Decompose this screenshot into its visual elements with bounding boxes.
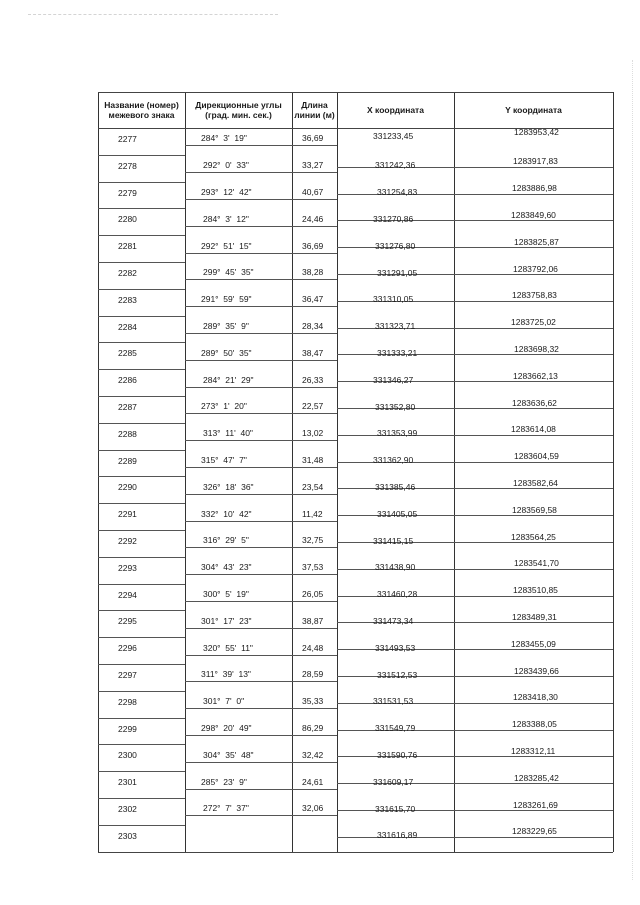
segment-row-border (185, 681, 337, 682)
segment-row-border (185, 226, 337, 227)
segment-angle: 285° 23' 9" (201, 776, 247, 787)
segment-angle: 313° 11' 40" (203, 428, 253, 439)
header-y: Y координата (505, 105, 562, 115)
point-x: 331385,46 (375, 482, 416, 493)
point-y: 1283439,66 (514, 665, 559, 676)
point-x: 331615,70 (375, 803, 416, 814)
point-y: 1283758,83 (512, 290, 557, 301)
name-row-border (98, 450, 185, 451)
point-x: 331549,79 (375, 723, 416, 734)
segment-row-border (185, 815, 337, 816)
name-row-border (98, 718, 185, 719)
segment-row-border (185, 762, 337, 763)
segment-row-border (185, 306, 337, 307)
name-row-border (98, 423, 185, 424)
row-border (98, 92, 613, 93)
point-x: 331362,90 (373, 455, 414, 466)
point-name: 2295 (118, 616, 137, 627)
segment-length: 32,06 (302, 803, 324, 814)
segment-length: 40,67 (302, 187, 324, 198)
point-name: 2278 (118, 160, 137, 171)
header-name: Название (номер) межевого знака (104, 100, 179, 120)
column-border (613, 92, 614, 852)
point-x: 331590,76 (377, 750, 418, 761)
segment-angle: 272° 7' 37" (203, 803, 249, 814)
point-name: 2286 (118, 375, 137, 386)
segment-row-border (185, 387, 337, 388)
point-name: 2289 (118, 455, 137, 466)
point-x: 331233,45 (373, 131, 414, 141)
point-name: 2298 (118, 696, 137, 707)
name-row-border (98, 235, 185, 236)
segment-angle: 273° 1' 20" (201, 401, 247, 412)
segment-angle: 304° 35' 48" (203, 749, 254, 760)
name-row-border (98, 155, 185, 156)
segment-length: 36,69 (302, 240, 324, 251)
segment-length: 38,87 (302, 615, 324, 626)
point-y: 1283849,60 (511, 210, 556, 221)
segment-length: 26,33 (302, 374, 324, 385)
name-row-border (98, 316, 185, 317)
segment-angle: 326° 18' 36" (203, 481, 254, 492)
name-row-border (98, 744, 185, 745)
segment-length: 22,57 (302, 401, 324, 412)
name-row-border (98, 825, 185, 826)
segment-angle: 332° 10' 42" (201, 508, 252, 519)
segment-length: 23,54 (302, 481, 324, 492)
name-row-border (98, 610, 185, 611)
segment-length: 24,48 (302, 642, 324, 653)
point-x: 331473,34 (373, 616, 414, 627)
name-row-border (98, 396, 185, 397)
point-name: 2290 (118, 482, 137, 493)
segment-length: 38,28 (302, 267, 324, 278)
name-row-border (98, 503, 185, 504)
segment-length: 33,27 (302, 160, 324, 171)
segment-angle: 284° 3' 12" (203, 213, 249, 224)
name-row-border (98, 342, 185, 343)
point-y: 1283418,30 (513, 692, 558, 703)
segment-length: 26,05 (302, 589, 324, 600)
segment-row-border (185, 789, 337, 790)
point-y: 1283825,87 (514, 236, 559, 247)
point-y: 1283614,08 (511, 424, 556, 435)
segment-angle: 293° 12' 42" (201, 187, 252, 198)
segment-row-border (185, 279, 337, 280)
point-name: 2299 (118, 723, 137, 734)
point-name: 2291 (118, 509, 137, 520)
name-row-border (98, 798, 185, 799)
segment-angle: 316° 29' 5" (203, 535, 249, 546)
point-x: 331493,53 (375, 642, 416, 653)
header-length: Длина линии (м) (294, 100, 335, 120)
segment-length: 28,34 (302, 321, 324, 332)
point-x: 331460,28 (377, 589, 418, 600)
row-border (98, 852, 613, 853)
segment-length: 38,47 (302, 347, 324, 358)
segment-row-border (185, 145, 337, 146)
point-name: 2293 (118, 562, 137, 573)
segment-row-border (185, 199, 337, 200)
point-y: 1283455,09 (511, 638, 556, 649)
scan-artifact-right (632, 60, 634, 880)
segment-angle: 301° 17' 23" (201, 615, 252, 626)
segment-length: 13,02 (302, 428, 324, 439)
segment-length: 24,61 (302, 776, 324, 787)
name-row-border (98, 664, 185, 665)
name-row-border (98, 182, 185, 183)
segment-angle: 315° 47' 7" (201, 455, 247, 466)
point-y: 1283792,06 (513, 263, 558, 274)
point-y: 1283564,25 (511, 531, 556, 542)
point-name: 2283 (118, 294, 137, 305)
point-name: 2300 (118, 750, 137, 761)
point-y: 1283917,83 (513, 156, 558, 167)
point-y: 1283698,32 (514, 344, 559, 355)
header-angle: Дирекционные углы (град. мин. сек.) (195, 100, 282, 120)
point-x: 331512,53 (377, 669, 418, 680)
point-y: 1283285,42 (514, 772, 559, 783)
name-row-border (98, 637, 185, 638)
name-row-border (98, 557, 185, 558)
point-x: 331609,17 (373, 776, 414, 787)
segment-angle: 311° 39' 13" (201, 669, 251, 680)
segment-row-border (185, 735, 337, 736)
name-row-border (98, 584, 185, 585)
segment-angle: 292° 0' 33" (203, 160, 249, 171)
segment-length: 36,69 (302, 133, 324, 144)
segment-angle: 300° 5' 19" (203, 589, 249, 600)
segment-row-border (185, 440, 337, 441)
name-row-border (98, 208, 185, 209)
segment-angle: 284° 21' 29" (203, 374, 254, 385)
point-y: 1283261,69 (513, 799, 558, 810)
segment-row-border (185, 655, 337, 656)
segment-length: 31,48 (302, 455, 324, 466)
point-name: 2284 (118, 321, 137, 332)
point-x: 331323,71 (375, 321, 416, 332)
segment-angle: 298° 20' 49" (201, 723, 252, 734)
point-x: 331276,80 (375, 240, 416, 251)
point-y: 1283569,58 (512, 504, 557, 515)
point-x: 331254,83 (377, 187, 418, 198)
point-y: 1283312,11 (511, 746, 556, 757)
segment-length: 35,33 (302, 696, 324, 707)
scan-artifact-top (28, 14, 278, 21)
point-x: 331333,21 (377, 348, 418, 359)
name-row-border (98, 691, 185, 692)
point-y: 1283229,65 (512, 826, 557, 837)
point-y: 1283604,59 (514, 451, 559, 462)
name-row-border (98, 369, 185, 370)
segment-row-border (185, 547, 337, 548)
point-y: 1283510,85 (513, 585, 558, 596)
segment-angle: 291° 59' 59" (201, 294, 252, 305)
point-y: 1283388,05 (512, 719, 557, 730)
segment-row-border (185, 601, 337, 602)
point-x: 331270,86 (373, 214, 414, 225)
header-x: X координата (367, 105, 424, 115)
point-name: 2285 (118, 348, 137, 359)
segment-angle: 320° 55' 11" (203, 642, 253, 653)
point-name: 2281 (118, 241, 137, 252)
segment-row-border (185, 574, 337, 575)
point-y: 1283636,62 (512, 397, 557, 408)
point-name: 2279 (118, 187, 137, 198)
segment-row-border (185, 172, 337, 173)
segment-row-border (185, 521, 337, 522)
segment-angle: 292° 51' 15" (201, 240, 252, 251)
point-y: 1283886,98 (512, 183, 557, 194)
segment-length: 32,42 (302, 749, 324, 760)
point-y: 1283662,13 (513, 370, 558, 381)
point-name: 2292 (118, 536, 137, 546)
point-name: 2301 (118, 777, 137, 788)
name-row-border (98, 262, 185, 263)
segment-length: 86,29 (302, 723, 324, 734)
segment-row-border (185, 253, 337, 254)
segment-length: 24,46 (302, 213, 324, 224)
point-name: 2297 (118, 670, 137, 680)
point-name: 2287 (118, 402, 137, 412)
segment-length: 37,53 (302, 562, 324, 573)
segment-angle: 289° 35' 9" (203, 321, 249, 332)
name-row-border (98, 476, 185, 477)
segment-angle: 289° 50' 35" (201, 347, 252, 358)
point-x: 331438,90 (375, 562, 416, 573)
point-name: 2288 (118, 428, 137, 439)
segment-row-border (185, 708, 337, 709)
point-x: 331405,05 (377, 508, 418, 519)
segment-length: 11,42 (302, 508, 323, 519)
point-x: 331242,36 (375, 160, 416, 171)
segment-row-border (185, 413, 337, 414)
point-x: 331291,05 (377, 267, 418, 278)
point-x: 331616,89 (377, 830, 418, 841)
segment-length: 28,59 (302, 669, 324, 680)
segment-angle: 301° 7' 0" (203, 696, 245, 707)
segment-row-border (185, 333, 337, 334)
point-name: 2302 (118, 804, 137, 814)
point-name: 2280 (118, 214, 137, 225)
point-x: 331346,27 (373, 374, 414, 385)
segment-row-border (185, 494, 337, 495)
column-border (454, 92, 455, 852)
segment-angle: 299° 45' 35" (203, 267, 254, 278)
point-name: 2277 (118, 134, 137, 144)
point-y: 1283725,02 (511, 317, 556, 328)
segment-row-border (185, 467, 337, 468)
point-name: 2282 (118, 268, 137, 278)
point-name: 2296 (118, 643, 137, 654)
column-border (292, 92, 293, 852)
boundary-coordinates-table (98, 92, 613, 852)
point-x: 331415,15 (373, 535, 414, 546)
name-row-border (98, 771, 185, 772)
name-row-border (98, 289, 185, 290)
point-y: 1283541,70 (514, 558, 559, 569)
point-y: 1283489,31 (512, 612, 557, 623)
segment-row-border (185, 628, 337, 629)
segment-length: 32,75 (302, 535, 324, 546)
point-name: 2303 (118, 830, 137, 841)
segment-length: 36,47 (302, 294, 324, 305)
column-border (185, 92, 186, 852)
point-x: 331352,80 (375, 401, 416, 412)
segment-row-border (185, 360, 337, 361)
point-y: 1283953,42 (514, 127, 559, 137)
point-name: 2294 (118, 589, 137, 600)
segment-angle: 304° 43' 23" (201, 562, 252, 573)
column-border (98, 92, 99, 852)
name-row-border (98, 530, 185, 531)
segment-angle: 284° 3' 19" (201, 133, 247, 144)
point-y: 1283582,64 (513, 478, 558, 489)
point-x: 331310,05 (373, 294, 414, 305)
point-x: 331353,99 (377, 428, 418, 439)
column-border (337, 92, 338, 852)
point-x: 331531,53 (373, 696, 414, 707)
